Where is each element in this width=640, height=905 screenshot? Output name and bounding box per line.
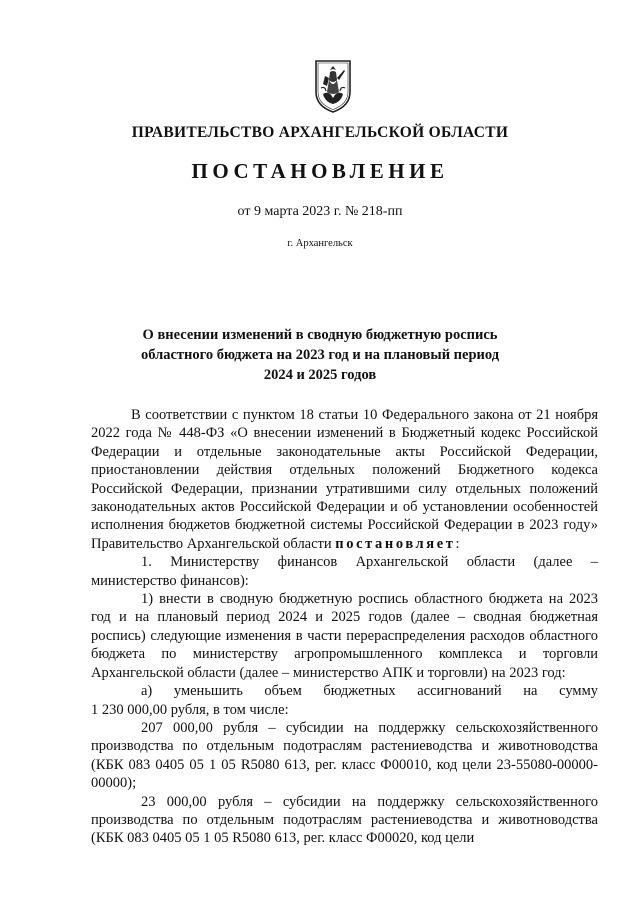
subject-line: О внесении изменений в сводную бюджетную роспись xyxy=(142,327,498,343)
coat-of-arms-icon xyxy=(313,58,353,114)
city: г. Архангельск xyxy=(287,238,353,249)
subsidy-paragraph-1: 207 000,00 рубля – субсидии на поддержку сельскохозяйственного производства по отдельным подотраслям растениеводства и животноводства (КБК 083 0405 05 1 05 R5080 613, рег. класс Ф00010, код цели 23-55080-00000-00000); xyxy=(91,719,598,792)
government-title: ПРАВИТЕЛЬСТВО АРХАНГЕЛЬСКОЙ ОБЛАСТИ xyxy=(131,124,509,141)
item-a-paragraph: а) уменьшить объем бюджетных ассигнований на сумму xyxy=(141,683,598,700)
government-line: Правительство Архангельской области xyxy=(91,535,332,552)
document-body xyxy=(91,406,598,848)
item-1-paragraph: 1. Министерству финансов Архангельской области (далее – министерство финансов): xyxy=(91,554,598,589)
item-1-1-paragraph: 1) внести в сводную бюджетную роспись областного бюджета на 2023 год и на плановый период 2024 и 2025 годов (далее – сводная бюджетная роспись) следующие изменения в части перераспределения расходов областного бюджета по министерству агропромышленного комплекса и торговли Архангельской области (далее – министерство АПК и торговли) на 2023 год: xyxy=(91,591,598,681)
intro-text: В соответствии с пунктом 18 статьи 10 Федерального закона от 21 ноября 2022 года № 448-ФЗ «О внесении изменений в Бюджетный кодекс Российской Федерации и отдельные законодательные акты Российской Федерации, приостановлении действия отдельных положений Бюджетного кодекса Российской Федерации, признании утратившими силу отдельных положений законодательных актов Российской Федерации и об установлении особенностей исполнения бюджетов бюджетной системы Российской Федерации в 2023 году» xyxy=(91,407,598,534)
subject-line: 2024 и 2025 годов xyxy=(263,367,377,383)
subsidy-paragraph-2: 23 000,00 рубля – субсидии на поддержку сельскохозяйственного производства по отдельным подотраслям растениеводства и животноводства (КБК 083 0405 05 1 05 R5080 613, рег. класс Ф00020, код цели xyxy=(91,793,598,847)
item-a-continuation: 1 230 000,00 рубля, в том числе: xyxy=(91,701,289,718)
date-number: от 9 марта 2023 г. № 218-пп xyxy=(237,204,403,219)
document-subject xyxy=(130,325,510,385)
document-type-title: ПОСТАНОВЛЕНИЕ xyxy=(191,159,449,183)
subject-line: областного бюджета на 2023 год и на плановый период xyxy=(140,347,500,363)
resolves-word: постановляет xyxy=(335,535,456,552)
intro-paragraph xyxy=(91,406,598,553)
resolves-colon: : xyxy=(455,535,460,552)
